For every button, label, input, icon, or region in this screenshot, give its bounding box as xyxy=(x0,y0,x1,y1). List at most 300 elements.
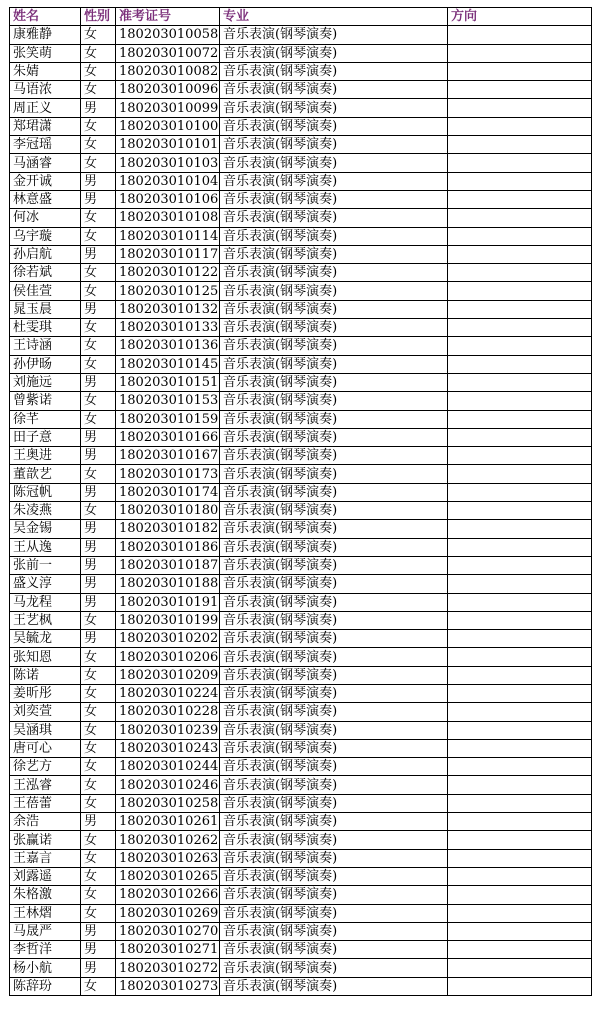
table-header-row xyxy=(10,8,592,26)
cell-exam-id: 180203010101 xyxy=(116,136,220,154)
cell-name: 金开诚 xyxy=(10,172,81,190)
table-row xyxy=(10,373,592,391)
cell-major: 音乐表演(钢琴演奏) xyxy=(220,813,448,831)
cell-exam-id: 180203010265 xyxy=(116,867,220,885)
cell-direction xyxy=(448,849,592,867)
cell-exam-id: 180203010202 xyxy=(116,630,220,648)
cell-name: 刘奕萱 xyxy=(10,703,81,721)
cell-exam-id: 180203010261 xyxy=(116,813,220,831)
table-row xyxy=(10,447,592,465)
cell-direction xyxy=(448,373,592,391)
cell-major: 音乐表演(钢琴演奏) xyxy=(220,300,448,318)
cell-exam-id: 180203010174 xyxy=(116,483,220,501)
cell-exam-id: 180203010258 xyxy=(116,794,220,812)
cell-direction xyxy=(448,44,592,62)
cell-gender: 女 xyxy=(81,465,116,483)
cell-major: 音乐表演(钢琴演奏) xyxy=(220,922,448,940)
cell-name: 孙启航 xyxy=(10,245,81,263)
cell-gender: 女 xyxy=(81,502,116,520)
cell-gender: 男 xyxy=(81,556,116,574)
cell-gender: 女 xyxy=(81,867,116,885)
cell-major: 音乐表演(钢琴演奏) xyxy=(220,337,448,355)
cell-gender: 男 xyxy=(81,172,116,190)
table-row xyxy=(10,99,592,117)
table-row xyxy=(10,44,592,62)
table-row xyxy=(10,520,592,538)
cell-direction xyxy=(448,977,592,995)
cell-gender: 女 xyxy=(81,648,116,666)
cell-major: 音乐表演(钢琴演奏) xyxy=(220,703,448,721)
cell-name: 马语浓 xyxy=(10,81,81,99)
table-row xyxy=(10,81,592,99)
cell-major: 音乐表演(钢琴演奏) xyxy=(220,556,448,574)
cell-major: 音乐表演(钢琴演奏) xyxy=(220,392,448,410)
cell-major: 音乐表演(钢琴演奏) xyxy=(220,849,448,867)
cell-direction xyxy=(448,758,592,776)
cell-direction xyxy=(448,209,592,227)
cell-direction xyxy=(448,392,592,410)
cell-direction xyxy=(448,300,592,318)
cell-major: 音乐表演(钢琴演奏) xyxy=(220,282,448,300)
cell-name: 王蓓蕾 xyxy=(10,794,81,812)
cell-name: 徐若斌 xyxy=(10,264,81,282)
cell-gender: 男 xyxy=(81,447,116,465)
cell-direction xyxy=(448,26,592,44)
cell-name: 王嘉言 xyxy=(10,849,81,867)
cell-direction xyxy=(448,867,592,885)
cell-direction xyxy=(448,428,592,446)
cell-name: 张知恩 xyxy=(10,648,81,666)
cell-gender: 男 xyxy=(81,373,116,391)
cell-major: 音乐表演(钢琴演奏) xyxy=(220,465,448,483)
cell-name: 张赢诺 xyxy=(10,831,81,849)
cell-gender: 男 xyxy=(81,941,116,959)
cell-gender: 女 xyxy=(81,410,116,428)
cell-name: 林意盛 xyxy=(10,190,81,208)
cell-major: 音乐表演(钢琴演奏) xyxy=(220,117,448,135)
cell-gender: 女 xyxy=(81,849,116,867)
cell-name: 王诗涵 xyxy=(10,337,81,355)
cell-gender: 男 xyxy=(81,630,116,648)
cell-direction xyxy=(448,410,592,428)
table-row xyxy=(10,922,592,940)
cell-exam-id: 180203010266 xyxy=(116,886,220,904)
table-row xyxy=(10,593,592,611)
cell-major: 音乐表演(钢琴演奏) xyxy=(220,227,448,245)
cell-major: 音乐表演(钢琴演奏) xyxy=(220,977,448,995)
cell-name: 乌宇璇 xyxy=(10,227,81,245)
cell-gender: 男 xyxy=(81,959,116,977)
cell-gender: 女 xyxy=(81,319,116,337)
cell-name: 李冠瑶 xyxy=(10,136,81,154)
table-row xyxy=(10,941,592,959)
table-row xyxy=(10,538,592,556)
cell-major: 音乐表演(钢琴演奏) xyxy=(220,520,448,538)
cell-gender: 男 xyxy=(81,99,116,117)
table-row xyxy=(10,666,592,684)
table-body xyxy=(10,26,592,996)
cell-exam-id: 180203010239 xyxy=(116,721,220,739)
cell-gender: 女 xyxy=(81,721,116,739)
cell-gender: 女 xyxy=(81,209,116,227)
table-row xyxy=(10,26,592,44)
cell-name: 杨小航 xyxy=(10,959,81,977)
table-row xyxy=(10,337,592,355)
table-row xyxy=(10,904,592,922)
cell-direction xyxy=(448,154,592,172)
cell-major: 音乐表演(钢琴演奏) xyxy=(220,867,448,885)
cell-exam-id: 180203010199 xyxy=(116,611,220,629)
cell-name: 姜昕彤 xyxy=(10,684,81,702)
cell-major: 音乐表演(钢琴演奏) xyxy=(220,794,448,812)
cell-major: 音乐表演(钢琴演奏) xyxy=(220,355,448,373)
cell-major: 音乐表演(钢琴演奏) xyxy=(220,245,448,263)
cell-name: 陈冠帆 xyxy=(10,483,81,501)
cell-name: 王艺枫 xyxy=(10,611,81,629)
cell-gender: 女 xyxy=(81,831,116,849)
cell-direction xyxy=(448,337,592,355)
cell-gender: 男 xyxy=(81,483,116,501)
cell-gender: 男 xyxy=(81,428,116,446)
table-row xyxy=(10,794,592,812)
cell-name: 郑珺潇 xyxy=(10,117,81,135)
cell-direction xyxy=(448,813,592,831)
table-row xyxy=(10,758,592,776)
cell-name: 吴毓龙 xyxy=(10,630,81,648)
cell-direction xyxy=(448,483,592,501)
table-row xyxy=(10,483,592,501)
table-row xyxy=(10,62,592,80)
table-row xyxy=(10,849,592,867)
cell-major: 音乐表演(钢琴演奏) xyxy=(220,319,448,337)
cell-direction xyxy=(448,556,592,574)
cell-direction xyxy=(448,99,592,117)
cell-name: 孙伊旸 xyxy=(10,355,81,373)
cell-name: 张前一 xyxy=(10,556,81,574)
cell-gender: 女 xyxy=(81,886,116,904)
cell-name: 董歆艺 xyxy=(10,465,81,483)
table-row xyxy=(10,264,592,282)
cell-gender: 女 xyxy=(81,264,116,282)
cell-gender: 女 xyxy=(81,776,116,794)
header-name: 姓名 xyxy=(10,8,81,26)
cell-name: 曾紫诺 xyxy=(10,392,81,410)
cell-name: 康雅静 xyxy=(10,26,81,44)
table-row xyxy=(10,319,592,337)
cell-exam-id: 180203010114 xyxy=(116,227,220,245)
cell-exam-id: 180203010103 xyxy=(116,154,220,172)
cell-major: 音乐表演(钢琴演奏) xyxy=(220,483,448,501)
cell-exam-id: 180203010188 xyxy=(116,575,220,593)
cell-gender: 女 xyxy=(81,117,116,135)
cell-major: 音乐表演(钢琴演奏) xyxy=(220,538,448,556)
cell-major: 音乐表演(钢琴演奏) xyxy=(220,886,448,904)
cell-major: 音乐表演(钢琴演奏) xyxy=(220,904,448,922)
table-row xyxy=(10,684,592,702)
header-gender: 性别 xyxy=(81,8,116,26)
cell-major: 音乐表演(钢琴演奏) xyxy=(220,81,448,99)
cell-name: 刘施远 xyxy=(10,373,81,391)
table-row xyxy=(10,282,592,300)
table-row xyxy=(10,867,592,885)
cell-name: 李哲洋 xyxy=(10,941,81,959)
cell-gender: 女 xyxy=(81,739,116,757)
table-row xyxy=(10,886,592,904)
cell-major: 音乐表演(钢琴演奏) xyxy=(220,630,448,648)
cell-name: 王泓睿 xyxy=(10,776,81,794)
cell-direction xyxy=(448,319,592,337)
table-row xyxy=(10,959,592,977)
cell-exam-id: 180203010096 xyxy=(116,81,220,99)
cell-direction xyxy=(448,190,592,208)
cell-exam-id: 180203010272 xyxy=(116,959,220,977)
cell-gender: 女 xyxy=(81,666,116,684)
cell-exam-id: 180203010122 xyxy=(116,264,220,282)
table-row xyxy=(10,556,592,574)
cell-direction xyxy=(448,721,592,739)
table-row xyxy=(10,117,592,135)
table-row xyxy=(10,465,592,483)
cell-direction xyxy=(448,904,592,922)
cell-gender: 女 xyxy=(81,154,116,172)
cell-exam-id: 180203010173 xyxy=(116,465,220,483)
cell-gender: 女 xyxy=(81,227,116,245)
cell-direction xyxy=(448,447,592,465)
cell-exam-id: 180203010117 xyxy=(116,245,220,263)
cell-name: 晁玉晨 xyxy=(10,300,81,318)
cell-exam-id: 180203010228 xyxy=(116,703,220,721)
cell-gender: 男 xyxy=(81,300,116,318)
cell-major: 音乐表演(钢琴演奏) xyxy=(220,62,448,80)
cell-direction xyxy=(448,520,592,538)
cell-major: 音乐表演(钢琴演奏) xyxy=(220,136,448,154)
cell-major: 音乐表演(钢琴演奏) xyxy=(220,721,448,739)
cell-exam-id: 180203010136 xyxy=(116,337,220,355)
cell-exam-id: 180203010167 xyxy=(116,447,220,465)
cell-exam-id: 180203010151 xyxy=(116,373,220,391)
cell-direction xyxy=(448,922,592,940)
cell-direction xyxy=(448,538,592,556)
cell-exam-id: 180203010186 xyxy=(116,538,220,556)
cell-exam-id: 180203010125 xyxy=(116,282,220,300)
cell-gender: 女 xyxy=(81,26,116,44)
cell-gender: 男 xyxy=(81,922,116,940)
cell-major: 音乐表演(钢琴演奏) xyxy=(220,154,448,172)
cell-exam-id: 180203010058 xyxy=(116,26,220,44)
cell-name: 朱婧 xyxy=(10,62,81,80)
table-row xyxy=(10,154,592,172)
cell-gender: 男 xyxy=(81,190,116,208)
cell-major: 音乐表演(钢琴演奏) xyxy=(220,190,448,208)
cell-exam-id: 180203010180 xyxy=(116,502,220,520)
cell-gender: 女 xyxy=(81,81,116,99)
cell-name: 吴金锡 xyxy=(10,520,81,538)
cell-gender: 女 xyxy=(81,337,116,355)
cell-major: 音乐表演(钢琴演奏) xyxy=(220,593,448,611)
table-row xyxy=(10,703,592,721)
cell-direction xyxy=(448,575,592,593)
cell-name: 王从逸 xyxy=(10,538,81,556)
cell-major: 音乐表演(钢琴演奏) xyxy=(220,739,448,757)
cell-exam-id: 180203010106 xyxy=(116,190,220,208)
cell-major: 音乐表演(钢琴演奏) xyxy=(220,209,448,227)
cell-direction xyxy=(448,502,592,520)
cell-gender: 女 xyxy=(81,758,116,776)
cell-major: 音乐表演(钢琴演奏) xyxy=(220,410,448,428)
table-row xyxy=(10,209,592,227)
cell-exam-id: 180203010108 xyxy=(116,209,220,227)
cell-gender: 男 xyxy=(81,813,116,831)
cell-major: 音乐表演(钢琴演奏) xyxy=(220,26,448,44)
cell-direction xyxy=(448,886,592,904)
cell-name: 杜雯琪 xyxy=(10,319,81,337)
cell-exam-id: 180203010099 xyxy=(116,99,220,117)
cell-major: 音乐表演(钢琴演奏) xyxy=(220,684,448,702)
cell-name: 王奥进 xyxy=(10,447,81,465)
cell-exam-id: 180203010145 xyxy=(116,355,220,373)
cell-exam-id: 180203010273 xyxy=(116,977,220,995)
cell-gender: 女 xyxy=(81,44,116,62)
cell-gender: 女 xyxy=(81,62,116,80)
cell-major: 音乐表演(钢琴演奏) xyxy=(220,611,448,629)
table-row xyxy=(10,977,592,995)
cell-gender: 女 xyxy=(81,904,116,922)
cell-major: 音乐表演(钢琴演奏) xyxy=(220,44,448,62)
cell-exam-id: 180203010133 xyxy=(116,319,220,337)
cell-name: 侯佳萱 xyxy=(10,282,81,300)
table-row xyxy=(10,392,592,410)
cell-name: 何冰 xyxy=(10,209,81,227)
cell-direction xyxy=(448,611,592,629)
cell-name: 余浩 xyxy=(10,813,81,831)
cell-direction xyxy=(448,941,592,959)
table-row xyxy=(10,831,592,849)
table-row xyxy=(10,172,592,190)
cell-major: 音乐表演(钢琴演奏) xyxy=(220,575,448,593)
cell-gender: 女 xyxy=(81,136,116,154)
cell-name: 陈诺 xyxy=(10,666,81,684)
cell-name: 马龙程 xyxy=(10,593,81,611)
cell-direction xyxy=(448,648,592,666)
cell-gender: 男 xyxy=(81,538,116,556)
header-exam-id: 准考证号 xyxy=(116,8,220,26)
cell-name: 朱格激 xyxy=(10,886,81,904)
table-row xyxy=(10,630,592,648)
cell-direction xyxy=(448,81,592,99)
cell-name: 马晟严 xyxy=(10,922,81,940)
cell-direction xyxy=(448,684,592,702)
cell-major: 音乐表演(钢琴演奏) xyxy=(220,502,448,520)
cell-exam-id: 180203010269 xyxy=(116,904,220,922)
header-major: 专业 xyxy=(220,8,448,26)
cell-exam-id: 180203010191 xyxy=(116,593,220,611)
cell-gender: 男 xyxy=(81,575,116,593)
cell-direction xyxy=(448,593,592,611)
cell-major: 音乐表演(钢琴演奏) xyxy=(220,959,448,977)
cell-name: 马涵睿 xyxy=(10,154,81,172)
cell-major: 音乐表演(钢琴演奏) xyxy=(220,99,448,117)
cell-major: 音乐表演(钢琴演奏) xyxy=(220,831,448,849)
cell-direction xyxy=(448,227,592,245)
cell-major: 音乐表演(钢琴演奏) xyxy=(220,264,448,282)
table-row xyxy=(10,739,592,757)
table-row xyxy=(10,721,592,739)
cell-exam-id: 180203010209 xyxy=(116,666,220,684)
table-row xyxy=(10,227,592,245)
table-row xyxy=(10,776,592,794)
cell-exam-id: 180203010159 xyxy=(116,410,220,428)
cell-major: 音乐表演(钢琴演奏) xyxy=(220,666,448,684)
cell-direction xyxy=(448,355,592,373)
cell-direction xyxy=(448,117,592,135)
cell-gender: 女 xyxy=(81,684,116,702)
cell-direction xyxy=(448,831,592,849)
cell-major: 音乐表演(钢琴演奏) xyxy=(220,373,448,391)
cell-exam-id: 180203010132 xyxy=(116,300,220,318)
cell-exam-id: 180203010243 xyxy=(116,739,220,757)
cell-exam-id: 180203010100 xyxy=(116,117,220,135)
cell-direction xyxy=(448,959,592,977)
cell-direction xyxy=(448,264,592,282)
cell-name: 张笑萌 xyxy=(10,44,81,62)
candidate-table xyxy=(9,7,592,996)
table-row xyxy=(10,355,592,373)
cell-major: 音乐表演(钢琴演奏) xyxy=(220,648,448,666)
table-row xyxy=(10,136,592,154)
cell-major: 音乐表演(钢琴演奏) xyxy=(220,941,448,959)
cell-exam-id: 180203010246 xyxy=(116,776,220,794)
cell-name: 周正义 xyxy=(10,99,81,117)
cell-name: 王林熠 xyxy=(10,904,81,922)
cell-name: 盛义淳 xyxy=(10,575,81,593)
cell-name: 刘露遥 xyxy=(10,867,81,885)
cell-gender: 女 xyxy=(81,392,116,410)
cell-direction xyxy=(448,465,592,483)
cell-major: 音乐表演(钢琴演奏) xyxy=(220,758,448,776)
cell-exam-id: 180203010263 xyxy=(116,849,220,867)
cell-major: 音乐表演(钢琴演奏) xyxy=(220,447,448,465)
table-row xyxy=(10,190,592,208)
cell-exam-id: 180203010182 xyxy=(116,520,220,538)
cell-gender: 男 xyxy=(81,520,116,538)
cell-gender: 女 xyxy=(81,282,116,300)
cell-direction xyxy=(448,666,592,684)
cell-major: 音乐表演(钢琴演奏) xyxy=(220,428,448,446)
cell-exam-id: 180203010072 xyxy=(116,44,220,62)
cell-exam-id: 180203010206 xyxy=(116,648,220,666)
cell-direction xyxy=(448,62,592,80)
table-row xyxy=(10,245,592,263)
cell-direction xyxy=(448,630,592,648)
cell-gender: 女 xyxy=(81,794,116,812)
cell-direction xyxy=(448,245,592,263)
cell-direction xyxy=(448,739,592,757)
table-row xyxy=(10,410,592,428)
cell-name: 徐芊 xyxy=(10,410,81,428)
cell-name: 田子意 xyxy=(10,428,81,446)
table-row xyxy=(10,300,592,318)
table-row xyxy=(10,575,592,593)
table-row xyxy=(10,502,592,520)
table-row xyxy=(10,428,592,446)
table-row xyxy=(10,611,592,629)
cell-gender: 女 xyxy=(81,703,116,721)
cell-exam-id: 180203010104 xyxy=(116,172,220,190)
cell-exam-id: 180203010082 xyxy=(116,62,220,80)
cell-gender: 男 xyxy=(81,593,116,611)
cell-direction xyxy=(448,776,592,794)
table-row xyxy=(10,648,592,666)
